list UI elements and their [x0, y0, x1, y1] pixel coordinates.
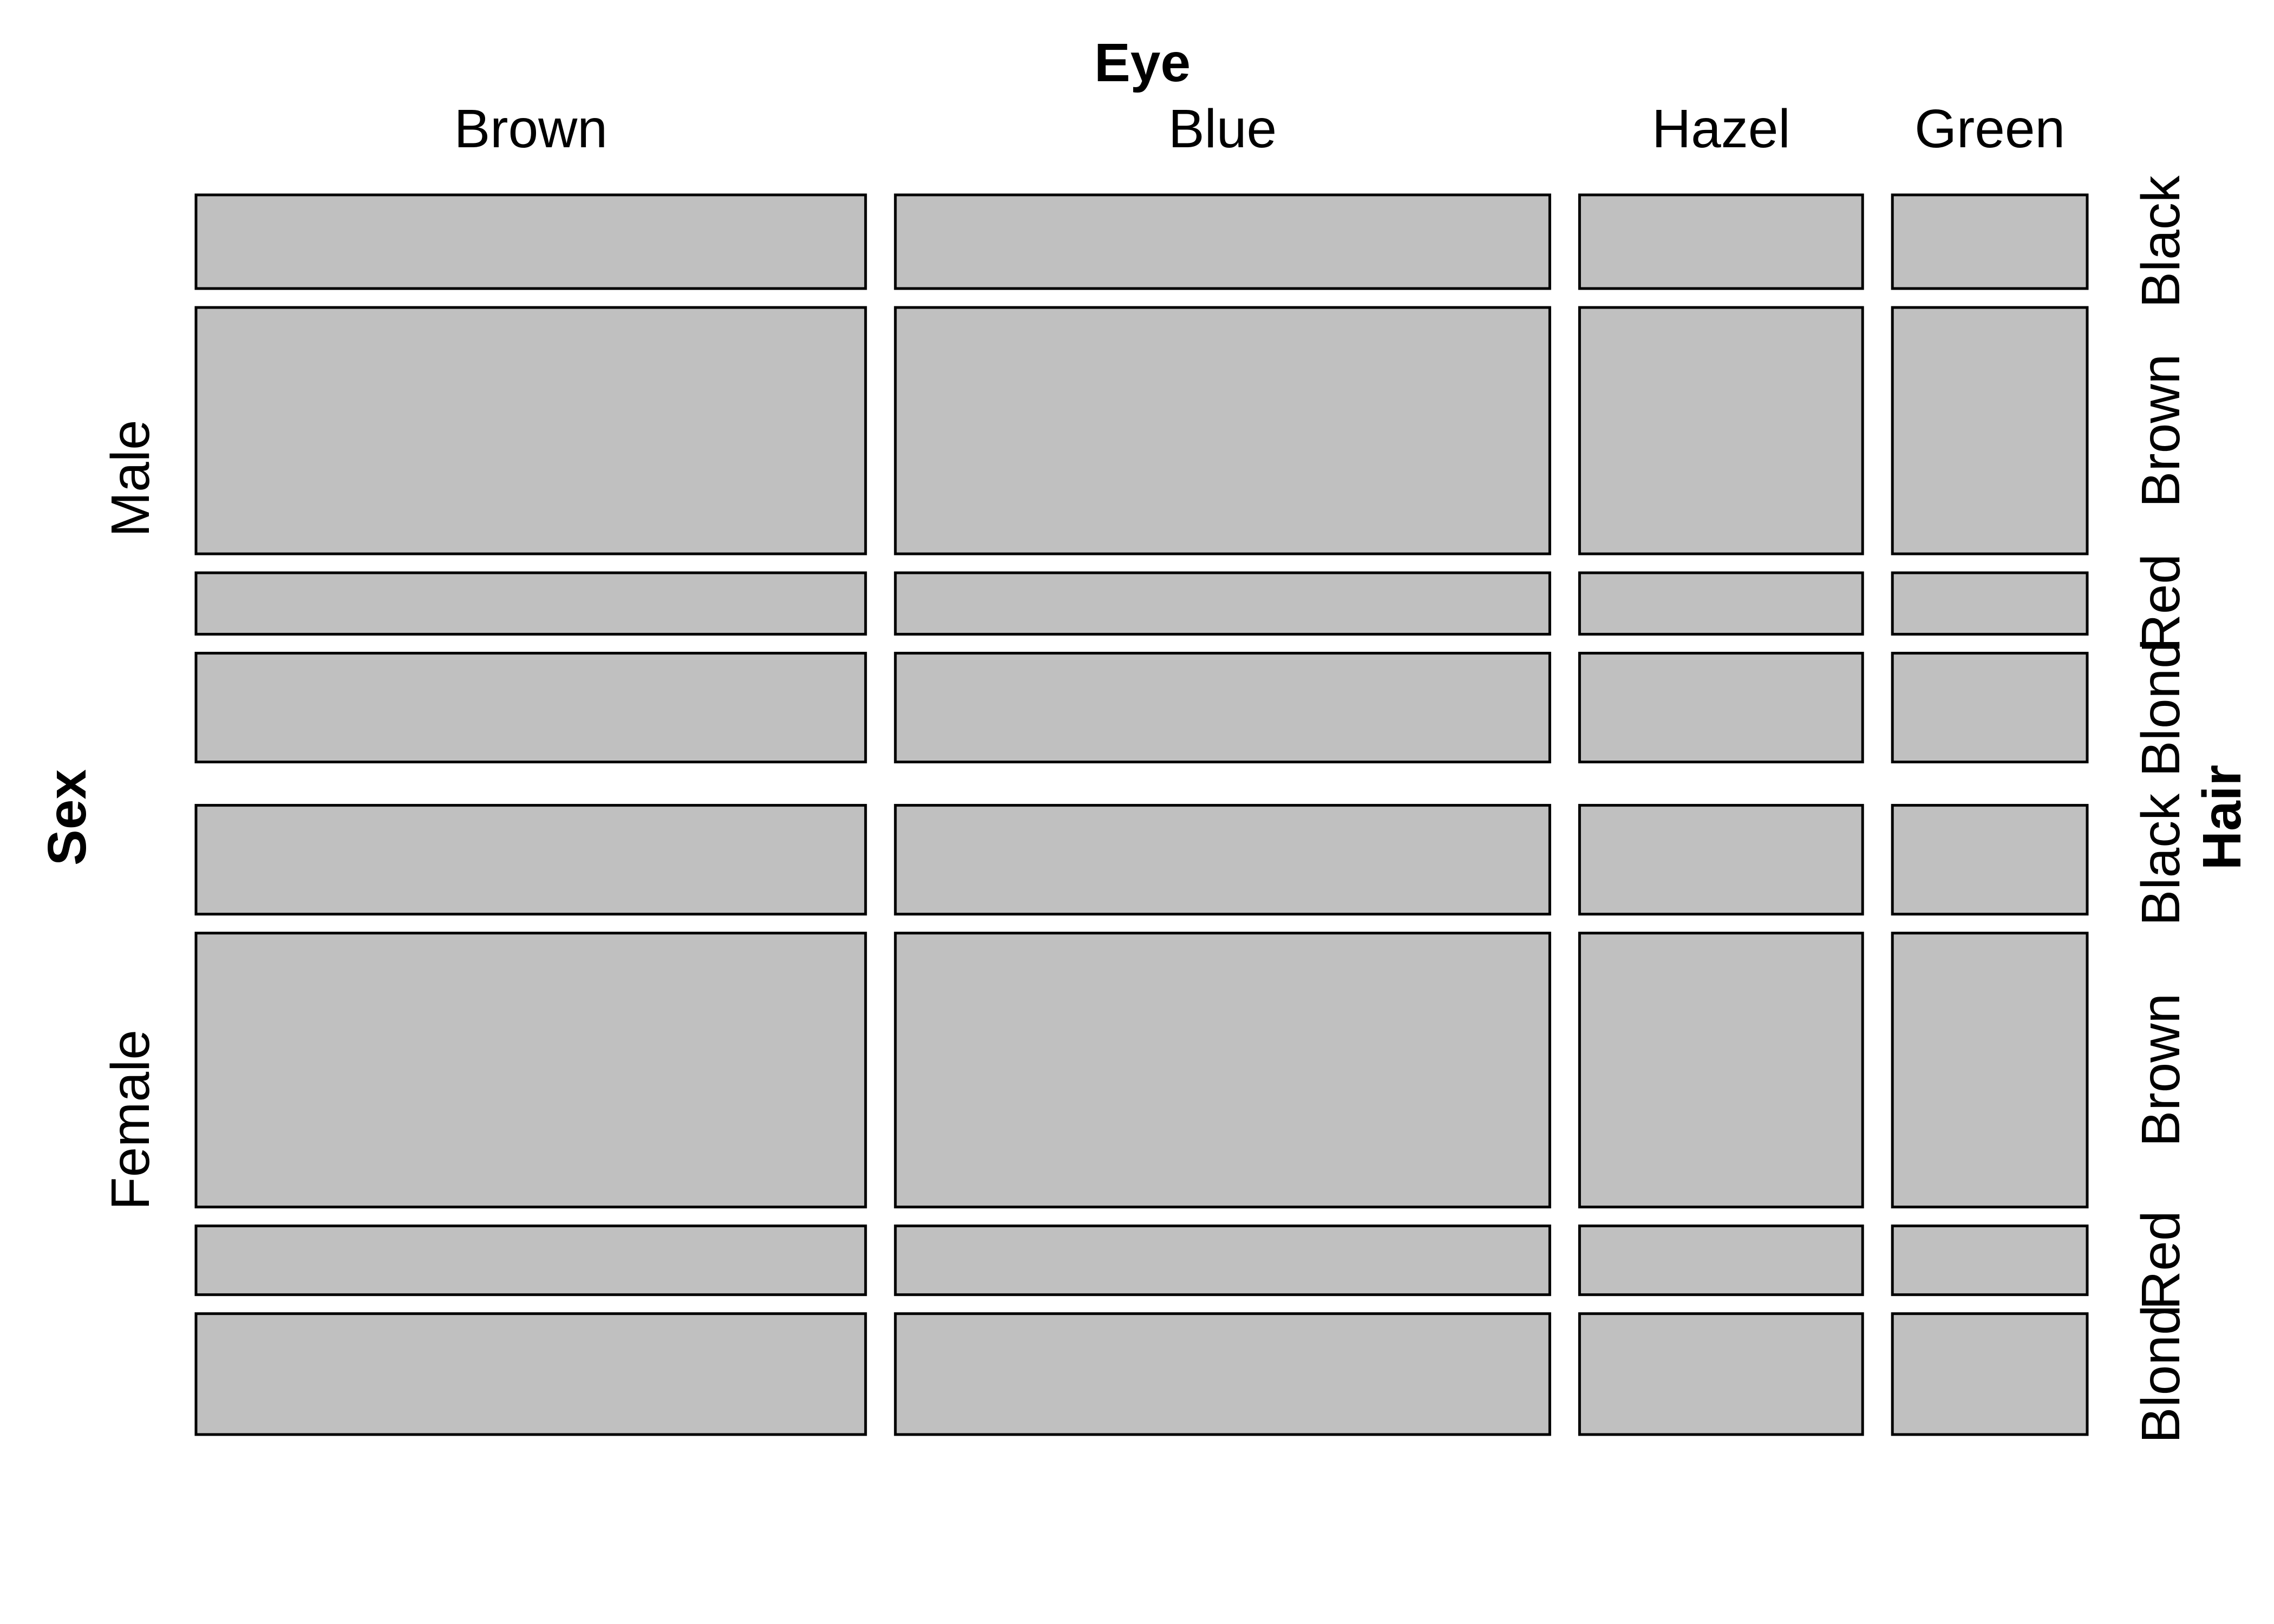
hair-label-female-brown: Brown: [2131, 993, 2191, 1147]
mosaic-cells: [196, 195, 2087, 1435]
mosaic-cell-male-blond-green: [1892, 653, 2087, 762]
mosaic-cell-male-brown-green: [1892, 307, 2087, 554]
mosaic-cell-female-blond-green: [1892, 1314, 2087, 1435]
mosaic-cell-female-brown-brown: [196, 933, 866, 1207]
x-axis-title: Eye: [1094, 32, 1191, 93]
sex-label-female: Female: [100, 1030, 161, 1210]
mosaic-cell-male-red-hazel: [1579, 573, 1863, 634]
mosaic-cell-male-brown-hazel: [1579, 307, 1863, 554]
mosaic-cell-female-red-brown: [196, 1226, 866, 1295]
hair-label-male-black: Black: [2131, 175, 2191, 308]
mosaic-cell-male-red-blue: [896, 573, 1550, 634]
mosaic-cell-male-brown-blue: [896, 307, 1550, 554]
eye-label-green: Green: [1914, 99, 2066, 159]
z-axis-title: Hair: [2192, 764, 2252, 870]
hair-label-female-blond: Blond: [2131, 1305, 2191, 1444]
mosaic-cell-male-black-green: [1892, 195, 2087, 289]
mosaic-cell-female-brown-blue: [896, 933, 1550, 1207]
sex-label-male: Male: [100, 420, 161, 538]
hair-label-male-blond: Blond: [2131, 638, 2191, 777]
mosaic-cell-male-black-hazel: [1579, 195, 1863, 289]
mosaic-cell-female-black-brown: [196, 806, 866, 914]
mosaic-cell-female-brown-green: [1892, 933, 2087, 1207]
mosaic-cell-female-blond-brown: [196, 1314, 866, 1435]
hair-label-male-brown: Brown: [2131, 353, 2191, 508]
eye-label-blue: Blue: [1168, 99, 1277, 159]
y-axis-title: Sex: [37, 769, 97, 866]
mosaic-cell-female-red-hazel: [1579, 1226, 1863, 1295]
hair-label-female-red: Red: [2131, 1210, 2191, 1310]
mosaic-cell-male-brown-brown: [196, 307, 866, 554]
mosaic-cell-male-black-blue: [896, 195, 1550, 289]
mosaic-cell-male-blond-brown: [196, 653, 866, 762]
mosaic-cell-female-blond-blue: [896, 1314, 1550, 1435]
mosaic-cell-male-blond-blue: [896, 653, 1550, 762]
eye-label-hazel: Hazel: [1651, 99, 1791, 159]
hair-label-male-red: Red: [2131, 554, 2191, 653]
mosaic-cell-male-black-brown: [196, 195, 866, 289]
mosaic-cell-female-black-blue: [896, 806, 1550, 914]
mosaic-cell-female-black-hazel: [1579, 806, 1863, 914]
mosaic-cell-female-brown-hazel: [1579, 933, 1863, 1207]
mosaic-cell-male-red-brown: [196, 573, 866, 634]
mosaic-cell-female-red-blue: [896, 1226, 1550, 1295]
mosaic-cell-male-blond-hazel: [1579, 653, 1863, 762]
mosaic-cell-female-red-green: [1892, 1226, 2087, 1295]
eye-label-brown: Brown: [454, 99, 608, 159]
mosaic-cell-female-black-green: [1892, 806, 2087, 914]
mosaic-cell-male-red-green: [1892, 573, 2087, 634]
hair-label-female-black: Black: [2131, 793, 2191, 926]
mosaic-cell-female-blond-hazel: [1579, 1314, 1863, 1435]
